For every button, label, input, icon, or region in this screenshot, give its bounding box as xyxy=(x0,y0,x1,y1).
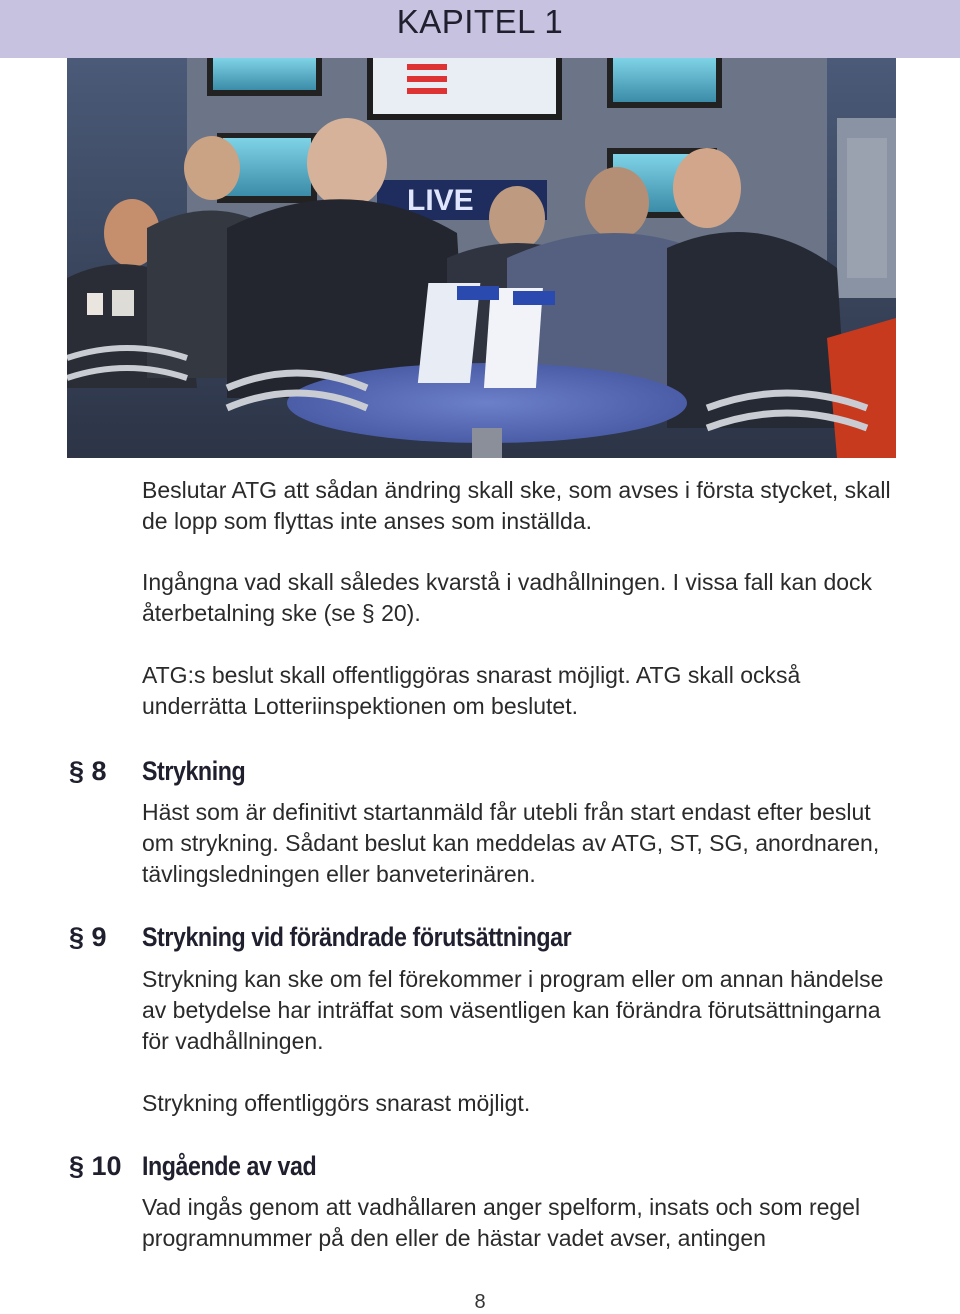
section-9-title: Strykning vid förändrade förutsättningar xyxy=(142,922,572,952)
section-8-paragraph: Häst som är definitivt startanmäld får utebli från start endast efter beslut om strykning. Sådant beslut kan meddelas av ATG, ST, SG, anordnaren, tävlingsledningen eller banveterinären. xyxy=(142,799,880,887)
section-8-number: § 8 xyxy=(69,756,107,786)
chapter-header-bar xyxy=(0,0,960,58)
page-number: 8 xyxy=(474,1291,486,1313)
live-banner: LIVE xyxy=(407,184,474,217)
section-10-title: Ingående av vad xyxy=(142,1151,317,1181)
chapter-title: KAPITEL 1 xyxy=(396,3,564,40)
tv-screen xyxy=(207,58,322,96)
paragraph-2: Ingångna vad skall således kvarstå i vadhållningen. I vissa fall kan dock återbetalning ske (se § 20). xyxy=(142,569,873,626)
section-9-number: § 9 xyxy=(69,922,107,952)
section-8-title: Strykning xyxy=(142,756,246,786)
section-10-paragraph: Vad ingås genom att vadhållaren anger spelform, insats och som regel programnummer på den eller de hästar vadet avser, antingen xyxy=(142,1194,861,1251)
paragraph-1: Beslutar ATG att sådan ändring skall ske, som avses i första stycket, skall de lopp som flyttas inte anses som inställda. xyxy=(142,477,891,534)
section-9-paragraph-1: Strykning kan ske om fel förekommer i program eller om annan händelse av betydelse har inträffat som väsentligen kan förändra förutsättningarna för vadhållningen. xyxy=(142,966,884,1054)
photo-betting-venue xyxy=(67,58,896,458)
section-9-paragraph-2: Strykning offentliggörs snarast möjligt. xyxy=(142,1090,531,1116)
section-10-number: § 10 xyxy=(69,1151,122,1181)
paragraph-3: ATG:s beslut skall offentliggöras snarast möjligt. ATG skall också underrätta Lotteriinspektionen om beslutet. xyxy=(142,662,801,719)
